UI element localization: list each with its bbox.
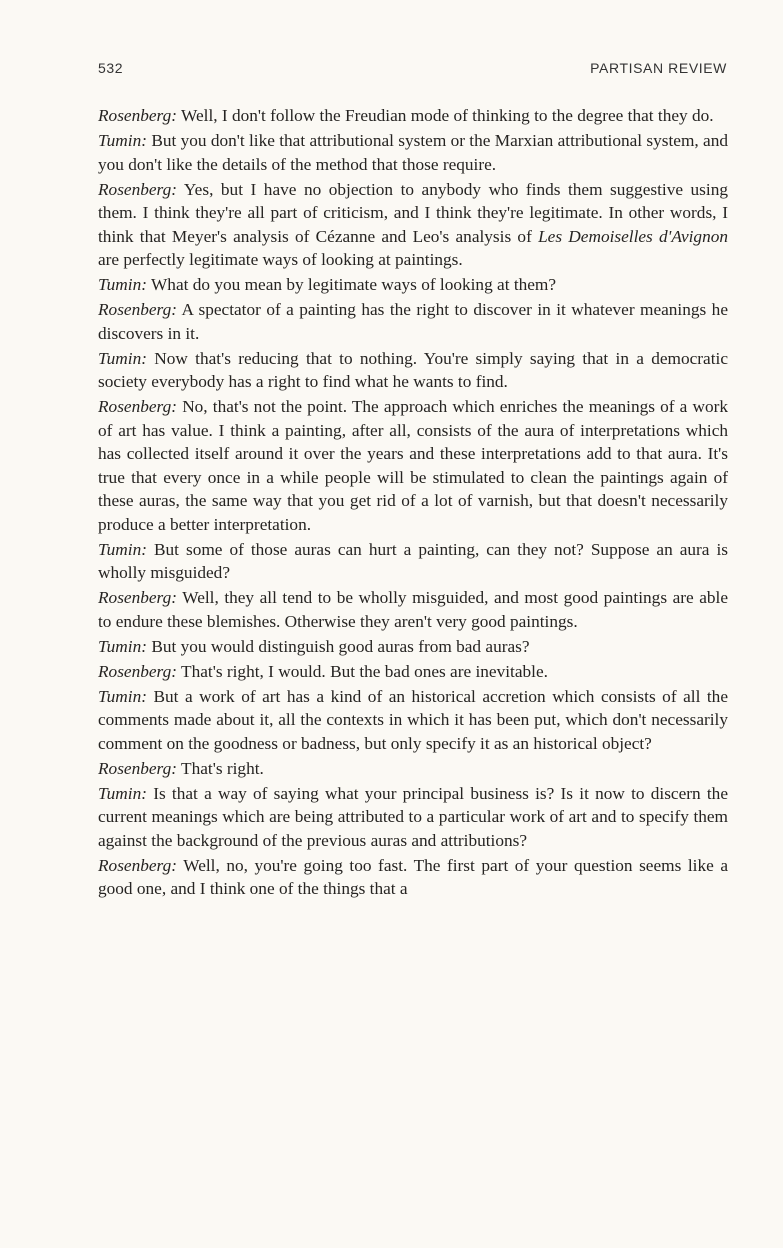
dialogue-paragraph bbox=[98, 854, 728, 901]
dialogue-text: Yes, but I have no objection to anybody who finds them suggestive using them. I think they're all part of criticism, and I think they're legitimate. In other words, I think that Meyer's analysis of Cézanne and Leo's analysis of bbox=[98, 179, 728, 246]
dialogue-text: Well, they all tend to be wholly misguided, and most good paintings are able to endure these blemishes. Otherwise they aren't very good paintings. bbox=[98, 588, 728, 631]
speaker-name: Rosenberg: bbox=[98, 855, 178, 875]
page-number: 532 bbox=[98, 60, 124, 76]
dialogue-text: Now that's reducing that to nothing. You're simply saying that in a democratic society everybody has a right to find what he wants to find. bbox=[98, 348, 728, 391]
speaker-name: Rosenberg: bbox=[98, 588, 178, 607]
dialogue-paragraph bbox=[98, 273, 728, 297]
speaker-name: Rosenberg: bbox=[98, 300, 178, 319]
dialogue-text-continued: are perfectly legitimate ways of looking at paintings. bbox=[98, 250, 463, 269]
speaker-name: Tumin: bbox=[98, 348, 147, 368]
journal-title: PARTISAN REVIEW bbox=[590, 60, 727, 76]
dialogue-paragraph bbox=[98, 538, 728, 585]
speaker-name: Tumin: bbox=[98, 636, 147, 656]
dialogue-text: But you don't like that attributional system or the Marxian attributional system, and you don't like the details of the method that those require. bbox=[98, 131, 728, 174]
speaker-name: Tumin: bbox=[98, 783, 147, 803]
speaker-name: Rosenberg: bbox=[98, 758, 178, 778]
dialogue-paragraph bbox=[98, 685, 728, 756]
speaker-name: Rosenberg: bbox=[98, 179, 178, 199]
dialogue-text: That's right. bbox=[181, 758, 264, 778]
speaker-name: Rosenberg: bbox=[98, 661, 178, 681]
dialogue-text: Well, no, you're going too fast. The first part of your question seems like a good one, and I think one of the things that a bbox=[98, 855, 728, 898]
dialogue-text: A spectator of a painting has the right to discover in it whatever meanings he discovers in it. bbox=[98, 300, 728, 343]
speaker-name: Tumin: bbox=[98, 539, 147, 559]
dialogue-text: No, that's not the point. The approach which enriches the meanings of a work of art has value. I think a painting, after all, consists of the aura of interpretations which has collected itself around it over the years and these interpretations add to that aura. It's true that every once in a while people will be stimulated to clean the paintings again of these auras, the same way that you get rid of a lot of varnish, but that doesn't necessarily produce a better interpretation. bbox=[98, 397, 728, 534]
dialogue-text: But some of those auras can hurt a painting, can they not? Suppose an aura is wholly misguided? bbox=[98, 539, 728, 582]
speaker-name: Tumin: bbox=[98, 275, 147, 294]
dialogue-paragraph bbox=[98, 298, 728, 345]
dialogue-paragraph bbox=[98, 660, 728, 684]
speaker-name: Rosenberg: bbox=[98, 397, 178, 416]
dialogue-paragraph bbox=[98, 395, 728, 536]
speaker-name: Rosenberg: bbox=[98, 106, 178, 125]
dialogue-text: What do you mean by legitimate ways of looking at them? bbox=[151, 275, 557, 294]
dialogue-paragraph bbox=[98, 104, 728, 128]
dialogue-text: Is that a way of saying what your principal business is? Is it now to discern the current meanings which are being attributed to a particular work of art and to specify them against the background of the previous auras and attributions? bbox=[98, 783, 728, 850]
dialogue-paragraph bbox=[98, 635, 728, 659]
dialogue-paragraph bbox=[98, 757, 728, 781]
dialogue-paragraph bbox=[98, 129, 728, 176]
dialogue-paragraph bbox=[98, 782, 728, 853]
dialogue-text: That's right, I would. But the bad ones are inevitable. bbox=[181, 661, 548, 681]
speaker-name: Tumin: bbox=[98, 131, 147, 150]
dialogue-text: But a work of art has a kind of an historical accretion which consists of all the comments made about it, all the contexts in which it has been put, which don't necessarily comment on the goodness or badness, but only specify it as an historical object? bbox=[98, 686, 728, 753]
artwork-title: Les Demoiselles d'Avignon bbox=[538, 226, 728, 246]
dialogue-text: Well, I don't follow the Freudian mode of thinking to the degree that they do. bbox=[181, 106, 714, 125]
dialogue-body bbox=[98, 104, 728, 902]
dialogue-text: But you would distinguish good auras from bad auras? bbox=[151, 636, 530, 656]
dialogue-paragraph bbox=[98, 178, 728, 272]
dialogue-paragraph bbox=[98, 586, 728, 633]
dialogue-paragraph bbox=[98, 347, 728, 394]
speaker-name: Tumin: bbox=[98, 686, 147, 706]
